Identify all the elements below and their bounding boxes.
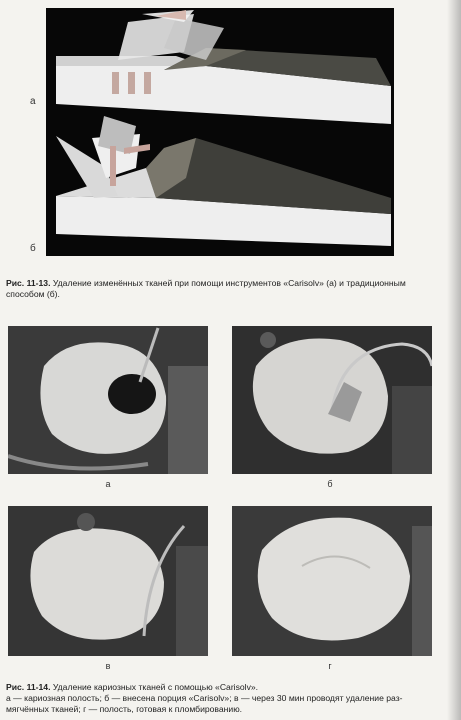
photo-b-carisolv-applied: [232, 326, 432, 474]
figure-11-13-caption: [6, 278, 438, 300]
figure-11-13-illustration: [46, 8, 394, 256]
caption-number: Рис. 11-13.: [6, 278, 51, 288]
arrow-down-icon: [110, 146, 116, 186]
figure-11-13-panel-b-label: б: [30, 243, 36, 254]
caption-line-2: мягчённых тканей; г — полость, готовая к пломбированию.: [6, 704, 243, 714]
carisolv-vs-traditional-diagram: [46, 8, 394, 256]
page-edge-shadow: [447, 0, 461, 720]
figure-11-14-caption: [6, 682, 446, 715]
photo-a-label: а: [105, 479, 111, 489]
arrow-down-icon: [144, 72, 151, 94]
photo-v-label: в: [105, 661, 111, 671]
caption-number: Рис. 11-14.: [6, 682, 51, 692]
figure-11-13-panel-a-label: а: [30, 96, 36, 107]
photo-g-label: г: [328, 661, 332, 671]
photo-v-soft-tissue-removal: [8, 506, 208, 656]
caption-title: Удаление кариозных тканей с помощью «Carisolv».: [52, 682, 259, 692]
caption-line-1: а — кариозная полость; б — внесена порция «Carisolv»; в — через 30 мин проводят удаление раз-: [6, 693, 403, 703]
photo-a-carious-cavity: [8, 326, 208, 474]
arrow-down-icon: [112, 72, 119, 94]
caption-text: Удаление изменённых тканей при помощи инструментов «Carisolv» (а) и традиционным способом (б).: [6, 278, 406, 299]
photo-b-label: б: [327, 479, 333, 489]
photo-g-cavity-ready: [232, 506, 432, 656]
arrow-down-icon: [128, 72, 135, 94]
